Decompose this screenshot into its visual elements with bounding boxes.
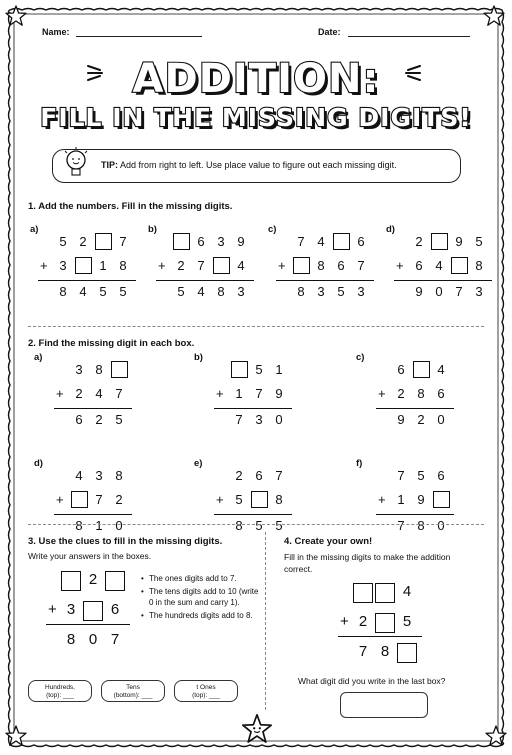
addend-digit: 1 [99, 258, 107, 273]
clue-item: • The hundreds digits add to 8. [141, 610, 261, 621]
smiling-star-icon [240, 712, 274, 746]
addend-digit: 9 [275, 386, 283, 401]
plus-sign: + [278, 258, 286, 273]
missing-digit-box[interactable] [397, 643, 417, 663]
addend-digit: 6 [357, 234, 365, 249]
missing-digit-box[interactable] [71, 491, 88, 508]
problem-label: c) [356, 352, 365, 363]
lightbulb-icon [61, 146, 91, 184]
addend-digit: 3 [59, 258, 67, 273]
addend-digit: 6 [437, 468, 445, 483]
plus-sign: + [40, 258, 48, 273]
missing-digit-box[interactable] [111, 361, 128, 378]
sum-line [214, 514, 292, 515]
sum-line [338, 636, 422, 637]
sum-digit: 0 [437, 518, 445, 533]
addend-digit: 4 [317, 234, 325, 249]
sum-digit: 0 [88, 631, 98, 648]
sum-line [38, 280, 136, 281]
addend-digit: 4 [437, 362, 445, 377]
addend-digit: 8 [115, 468, 123, 483]
sum-line [376, 408, 454, 409]
addend-digit: 8 [475, 258, 483, 273]
missing-digit-box[interactable] [173, 233, 190, 250]
sum-digit: 5 [337, 284, 345, 299]
sum-line [54, 514, 132, 515]
addend-digit: 5 [402, 613, 412, 630]
sum-digit: 4 [197, 284, 205, 299]
sum-digit: 7 [397, 518, 405, 533]
sum-line [214, 408, 292, 409]
addend-digit: 1 [397, 492, 405, 507]
sum-digit: 8 [417, 518, 425, 533]
sum-digit: 8 [297, 284, 305, 299]
addend-digit: 5 [255, 362, 263, 377]
sparkle-icon [404, 62, 422, 84]
sum-digit: 0 [115, 518, 123, 533]
missing-digit-box[interactable] [413, 361, 430, 378]
sum-digit: 8 [59, 284, 67, 299]
plus-sign: + [378, 386, 386, 401]
missing-digit-box[interactable] [213, 257, 230, 274]
addend-digit: 1 [275, 362, 283, 377]
sum-digit: 5 [115, 412, 123, 427]
addend-digit: 9 [417, 492, 425, 507]
tip-text: TIP: Add from right to left. Use place value to figure out each missing digit. [101, 160, 397, 170]
addend-digit: 8 [317, 258, 325, 273]
addend-digit: 8 [95, 362, 103, 377]
problem-label: d) [34, 458, 43, 469]
section-4-subtitle: Fill in the missing digits to make the addition correct. [284, 552, 451, 574]
addend-digit: 8 [119, 258, 127, 273]
page-title: ADDITION: [132, 56, 380, 102]
sum-line [276, 280, 374, 281]
problem-label: b) [194, 352, 203, 363]
tip-box [52, 149, 461, 183]
addend-digit: 7 [119, 234, 127, 249]
sparkle-icon [86, 62, 104, 84]
addend-digit: 6 [415, 258, 423, 273]
sum-digit: 7 [455, 284, 463, 299]
sum-digit: 5 [119, 284, 127, 299]
sum-line [376, 514, 454, 515]
plus-sign: + [56, 386, 64, 401]
sum-digit: 0 [435, 284, 443, 299]
missing-digit-box[interactable] [75, 257, 92, 274]
tens-answer-pill[interactable]: Tens (bottom): ___ [101, 680, 165, 702]
date-label: Date: [318, 27, 341, 37]
addend-digit: 2 [415, 234, 423, 249]
problem-label: b) [148, 224, 157, 235]
sum-digit: 5 [255, 518, 263, 533]
section-4-question: What digit did you write in the last box? [298, 676, 446, 686]
sum-digit: 4 [79, 284, 87, 299]
sum-digit: 0 [437, 412, 445, 427]
addend-digit: 7 [275, 468, 283, 483]
sum-line [46, 624, 130, 625]
missing-digit-box[interactable] [451, 257, 468, 274]
name-label: Name: [42, 27, 70, 37]
sum-line [394, 280, 492, 281]
problem-label: a) [30, 224, 39, 235]
missing-digit-box[interactable] [231, 361, 248, 378]
problem-label: a) [34, 352, 43, 363]
sum-digit: 8 [66, 631, 76, 648]
sum-line [156, 280, 254, 281]
addend-digit: 6 [337, 258, 345, 273]
addend-digit: 6 [110, 601, 120, 618]
addend-digit: 3 [95, 468, 103, 483]
section-2-title: 2. Find the missing digit in each box. [28, 338, 195, 349]
addend-digit: 4 [95, 386, 103, 401]
addend-digit: 6 [437, 386, 445, 401]
plus-sign: + [56, 492, 64, 507]
sum-digit: 9 [397, 412, 405, 427]
addend-digit: 7 [357, 258, 365, 273]
addend-digit: 7 [115, 386, 123, 401]
addend-digit: 2 [177, 258, 185, 273]
missing-digit-box[interactable] [375, 583, 395, 603]
problem-label: e) [194, 458, 203, 469]
sum-digit: 5 [99, 284, 107, 299]
addend-digit: 7 [297, 234, 305, 249]
missing-digit-box[interactable] [433, 491, 450, 508]
addend-digit: 5 [417, 468, 425, 483]
addend-digit: 4 [237, 258, 245, 273]
missing-digit-box[interactable] [293, 257, 310, 274]
addend-digit: 3 [66, 601, 76, 618]
star-icon [4, 4, 28, 28]
sum-digit: 2 [95, 412, 103, 427]
addend-digit: 3 [75, 362, 83, 377]
addend-digit: 1 [235, 386, 243, 401]
sum-digit: 6 [75, 412, 83, 427]
plus-sign: + [216, 386, 224, 401]
sum-digit: 3 [237, 284, 245, 299]
addend-digit: 7 [197, 258, 205, 273]
addend-digit: 2 [115, 492, 123, 507]
addend-digit: 2 [75, 386, 83, 401]
plus-sign: + [158, 258, 166, 273]
ones-answer-pill[interactable]: t Ones (top): ___ [174, 680, 238, 702]
clue-item: • The tens digits add to 10 (write 0 in the sum and carry 1). [141, 586, 261, 608]
addend-digit: 6 [197, 234, 205, 249]
addend-digit: 2 [88, 571, 98, 588]
plus-sign: + [216, 492, 224, 507]
addend-digit: 2 [79, 234, 87, 249]
star-icon [484, 724, 508, 748]
addend-digit: 2 [235, 468, 243, 483]
sum-digit: 5 [177, 284, 185, 299]
addend-digit: 8 [417, 386, 425, 401]
sum-digit: 3 [475, 284, 483, 299]
divider [28, 524, 484, 525]
addend-digit: 3 [217, 234, 225, 249]
sum-line [54, 408, 132, 409]
addend-digit: 7 [255, 386, 263, 401]
missing-digit-box[interactable] [431, 233, 448, 250]
missing-digit-box[interactable] [251, 491, 268, 508]
sum-digit: 8 [217, 284, 225, 299]
sum-digit: 2 [417, 412, 425, 427]
addend-digit: 9 [455, 234, 463, 249]
sum-digit: 9 [415, 284, 423, 299]
section-1-title: 1. Add the numbers. Fill in the missing digits. [28, 201, 233, 212]
addend-digit: 6 [397, 362, 405, 377]
plus-sign: + [48, 601, 57, 618]
addend-digit: 4 [75, 468, 83, 483]
missing-digit-box[interactable] [95, 233, 112, 250]
missing-digit-box[interactable] [83, 601, 103, 621]
section-3-title: 3. Use the clues to fill in the missing digits. [28, 536, 223, 547]
sum-digit: 0 [275, 412, 283, 427]
addend-digit: 4 [402, 583, 412, 600]
addend-digit: 2 [358, 613, 368, 630]
addend-digit: 7 [397, 468, 405, 483]
clue-item: • The ones digits add to 7. [141, 573, 261, 584]
missing-digit-box[interactable] [333, 233, 350, 250]
problem-label: d) [386, 224, 395, 235]
addend-digit: 8 [275, 492, 283, 507]
last-digit-answer-box[interactable] [340, 692, 428, 718]
section-3-subtitle: Write your answers in the boxes. [28, 551, 152, 561]
sum-digit: 7 [235, 412, 243, 427]
name-field[interactable] [76, 28, 202, 37]
date-field[interactable] [348, 28, 470, 37]
page-subtitle: FILL IN THE MISSING DIGITS! [40, 103, 472, 132]
divider [265, 532, 266, 710]
addend-digit: 2 [397, 386, 405, 401]
addend-digit: 7 [95, 492, 103, 507]
missing-digit-box[interactable] [105, 571, 125, 591]
hundreds-answer-pill[interactable]: Hundreds, (top): ___ [28, 680, 92, 702]
missing-digit-box[interactable] [375, 613, 395, 633]
plus-sign: + [378, 492, 386, 507]
sum-digit: 5 [275, 518, 283, 533]
addend-digit: 5 [59, 234, 67, 249]
plus-sign: + [396, 258, 404, 273]
addend-digit: 5 [475, 234, 483, 249]
addend-digit: 6 [255, 468, 263, 483]
clue-list [141, 573, 261, 623]
problem-label: f) [356, 458, 363, 469]
sum-digit: 1 [95, 518, 103, 533]
addend-digit: 9 [237, 234, 245, 249]
problem-label: c) [268, 224, 277, 235]
star-icon [4, 724, 28, 748]
sum-digit: 3 [317, 284, 325, 299]
plus-sign: + [340, 613, 349, 630]
divider [28, 326, 484, 327]
sum-digit: 3 [357, 284, 365, 299]
missing-digit-box[interactable] [61, 571, 81, 591]
sum-digit: 8 [380, 643, 390, 660]
sum-digit: 8 [75, 518, 83, 533]
addend-digit: 4 [435, 258, 443, 273]
star-icon [482, 4, 506, 28]
missing-digit-box[interactable] [353, 583, 373, 603]
section-4-title: 4. Create your own! [284, 536, 373, 547]
addend-digit: 5 [235, 492, 243, 507]
sum-digit: 7 [110, 631, 120, 648]
sum-digit: 8 [235, 518, 243, 533]
sum-digit: 3 [255, 412, 263, 427]
sum-digit: 7 [358, 643, 368, 660]
